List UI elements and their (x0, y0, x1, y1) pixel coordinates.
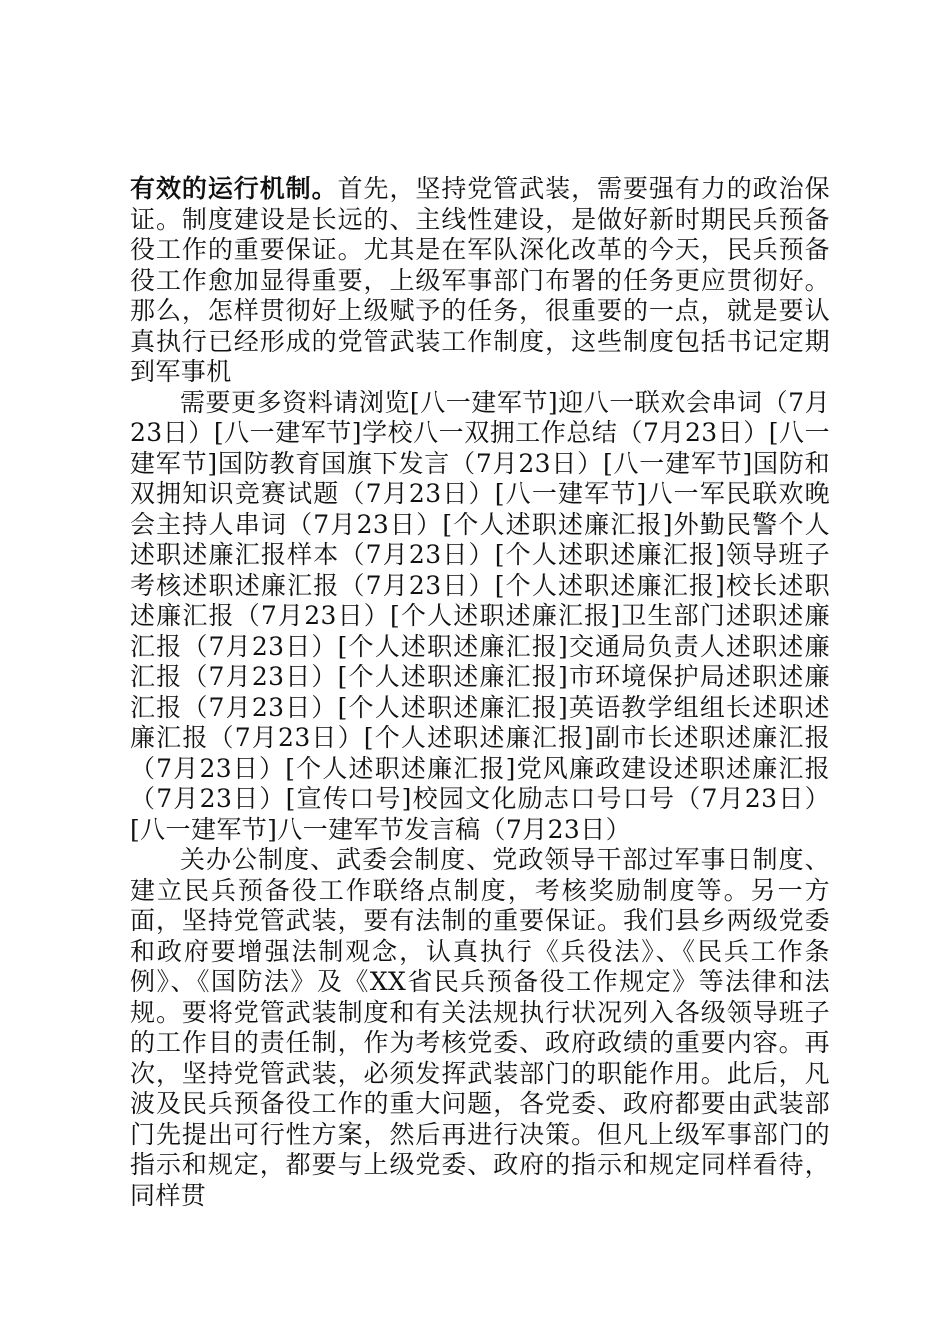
paragraph-text: 首先，坚持党管武装，需要强有力的政治保证。制度建设是长远的、主线性建设，是做好新时期民兵预备役工作的重要保证。尤其是在军队深化改革的今天，民兵预备役工作愈加显得重要，上级军事部门布署的任务更应贯彻好。那么，怎样贯彻好上级赋予的任务，很重要的一点，就是要认真执行已经形成的党管武装工作制度，这些制度包括书记定期到军事机 (130, 174, 831, 386)
paragraph-3: 关办公制度、武委会制度、党政领导干部过军事日制度、建立民兵预备役工作联络点制度，考核奖励制度等。另一方面，坚持党管武装，要有法制的重要保证。我们县乡两级党委和政府要增强法制观念，认真执行《兵役法》、《民兵工作条例》、《国防法》及《XX省民兵预备役工作规定》等法律和法规。要将党管武装制度和有关法规执行状况列入各级领导班子的工作目的责任制，作为考核党委、政府政绩的重要内容。再次，坚持党管武装，必须发挥武装部门的职能作用。此后，凡波及民兵预备役工作的重大问题，各党委、政府都要由武装部门先提出可行性方案，然后再进行决策。但凡上级军事部门的指示和规定，都要与上级党委、政府的指示和规定同样看待，同样贯 (130, 845, 830, 1210)
paragraph-2: 需要更多资料请浏览[八一建军节]迎八一联欢会串词（7月23日）[八一建军节]学校八一双拥工作总结（7月23日）[八一建军节]国防教育国旗下发言（7月23日）[八一建军节]国防和双拥知识竞赛试题（7月23日）[八一建军节]八一军民联欢晚会主持人串词（7月23日）[个人述职述廉汇报]外勤民警个人述职述廉汇报样本（7月23日）[个人述职述廉汇报]领导班子考核述职述廉汇报（7月23日）[个人述职述廉汇报]校长述职述廉汇报（7月23日）[个人述职述廉汇报]卫生部门述职述廉汇报（7月23日）[个人述职述廉汇报]交通局负责人述职述廉汇报（7月23日）[个人述职述廉汇报]市环境保护局述职述廉汇报（7月23日）[个人述职述廉汇报]英语教学组组长述职述廉汇报（7月23日）[个人述职述廉汇报]副市长述职述廉汇报（7月23日）[个人述职述廉汇报]党风廉政建设述职述廉汇报（7月23日）[宣传口号]校园文化励志口号口号（7月23日）[八一建军节]八一建军节发言稿（7月23日） (130, 387, 830, 844)
paragraph-1 (130, 174, 830, 388)
paragraph-lead-bold: 有效的运行机制。 (130, 174, 338, 203)
document-body (130, 174, 830, 1211)
